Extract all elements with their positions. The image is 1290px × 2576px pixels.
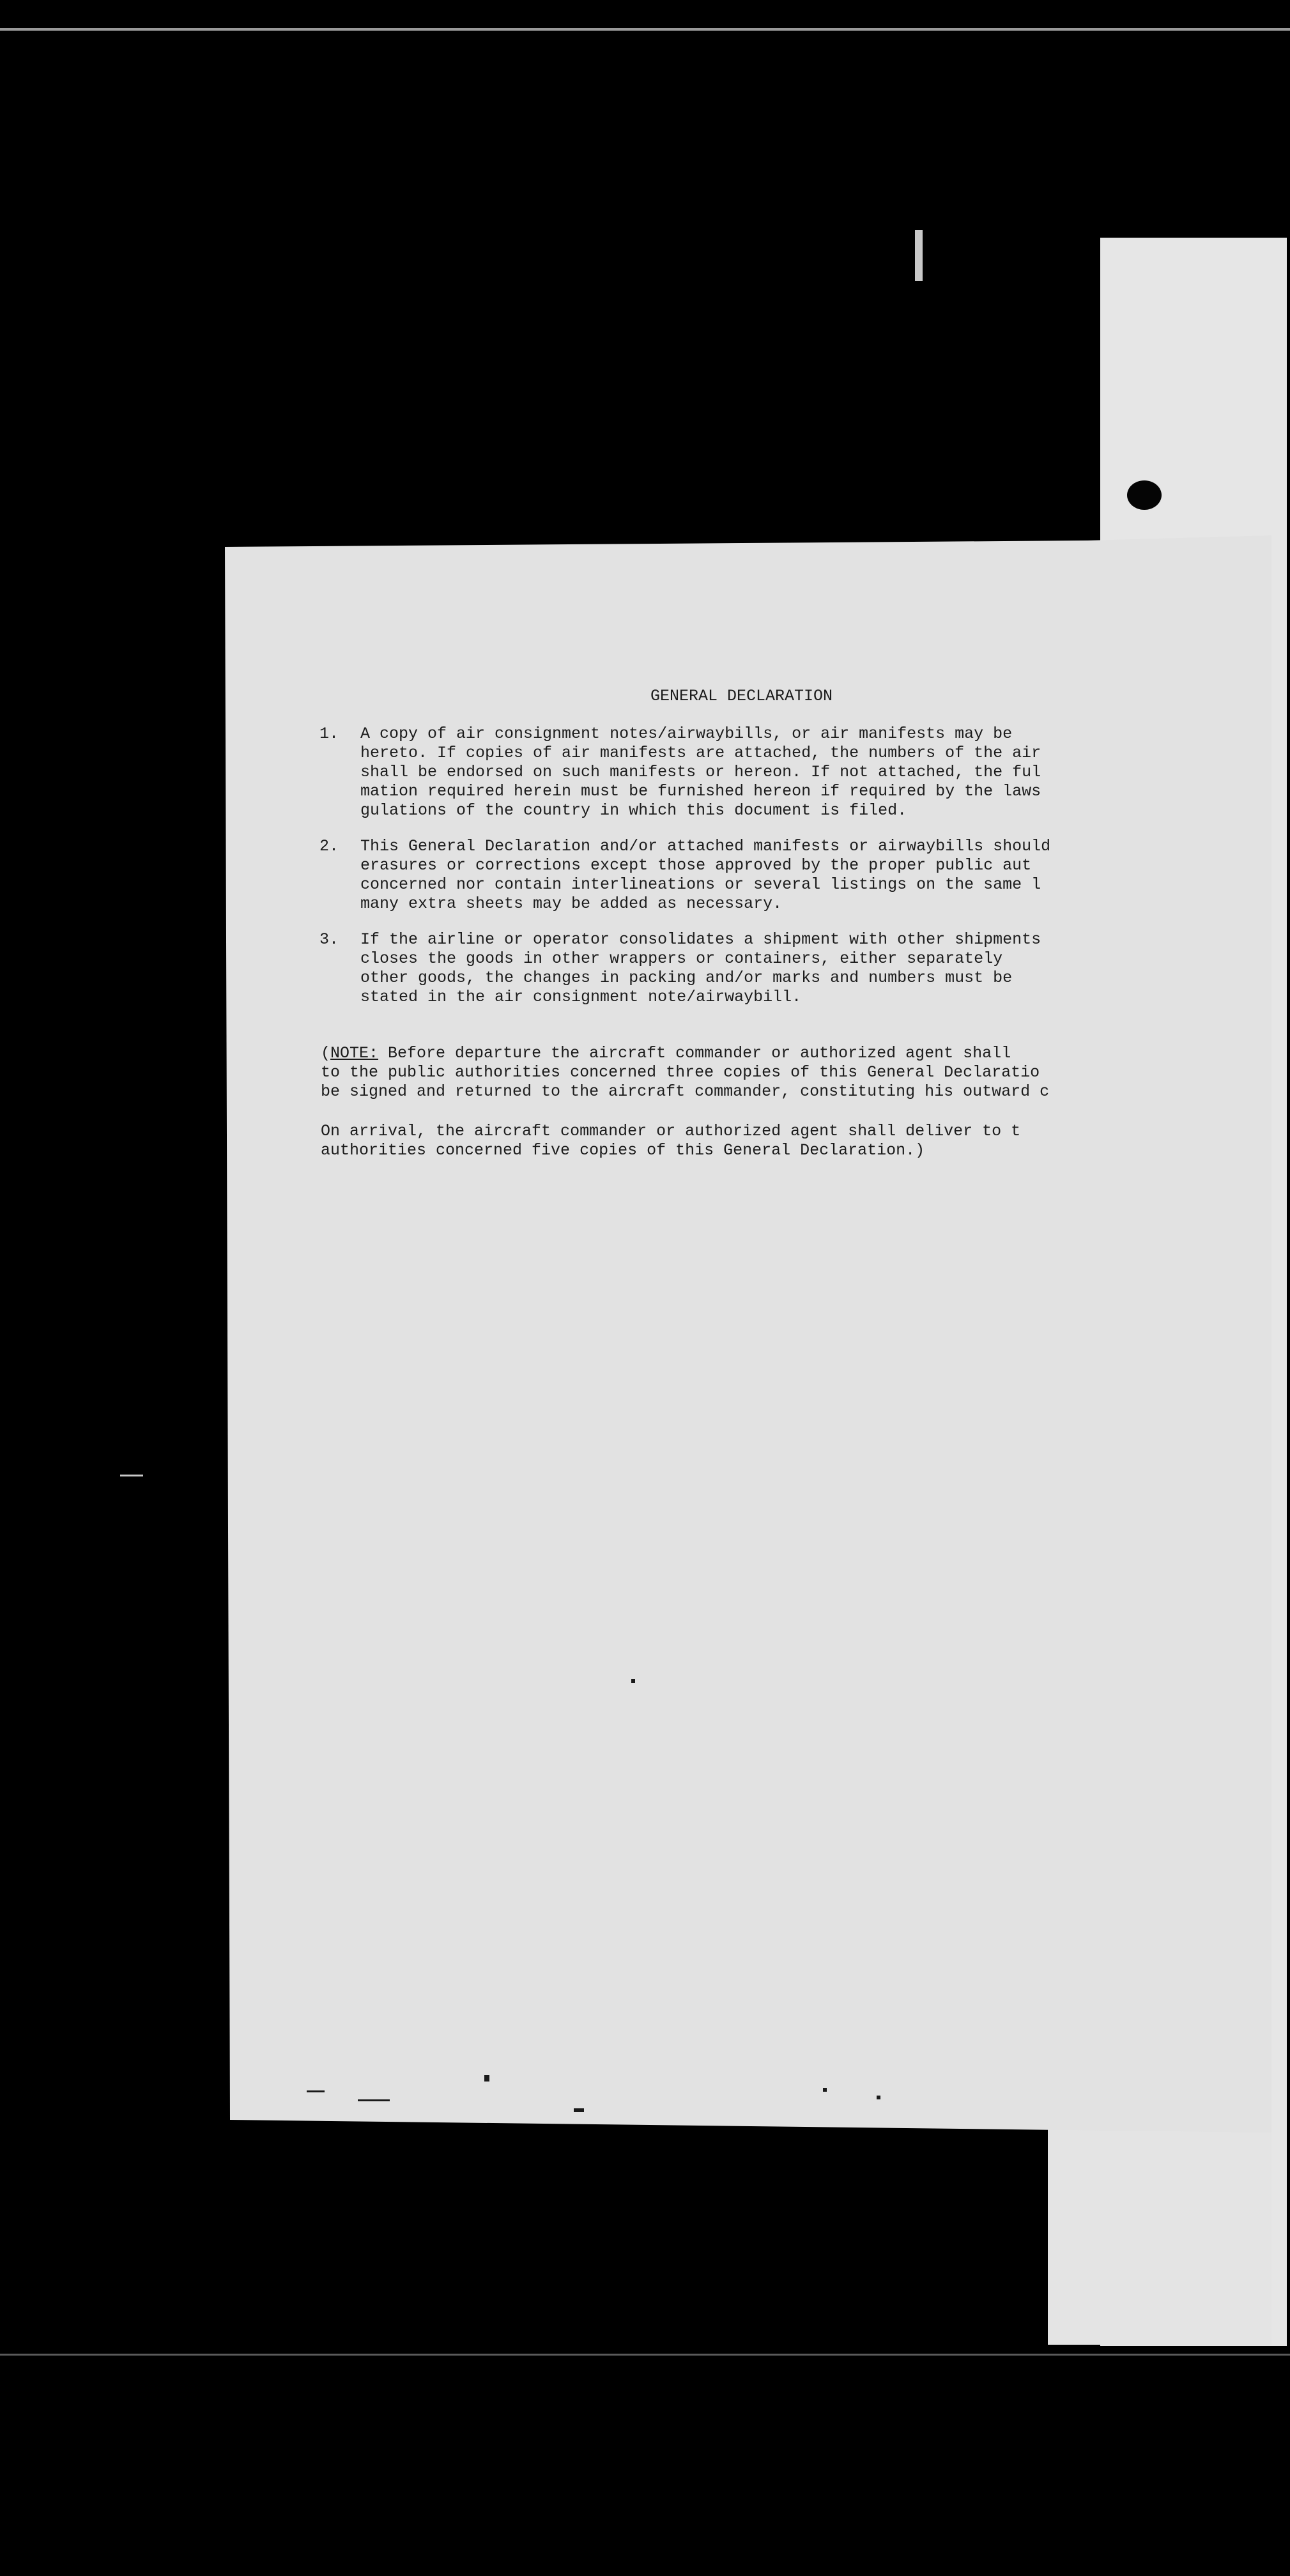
scan-mark [358, 2099, 390, 2101]
scan-edge-top [0, 28, 1290, 31]
item-line: stated in the air consignment note/airwaybill. [360, 988, 802, 1006]
punch-hole [1127, 480, 1162, 510]
document-title: GENERAL DECLARATION [650, 687, 833, 705]
scan-mark [631, 1679, 635, 1683]
scan-mark [823, 2088, 827, 2092]
item-line: concerned nor contain interlineations or several listings on the same l [360, 875, 1041, 894]
arrival-line: On arrival, the aircraft commander or authorized agent shall deliver to t [321, 1122, 1021, 1140]
item-line: If the airline or operator consolidates a shipment with other shipments [360, 930, 1041, 949]
item-number: 1. [319, 724, 339, 743]
note-line: to the public authorities concerned three copies of this General Declaratio [321, 1063, 1040, 1082]
item-line: shall be endorsed on such manifests or hereon. If not attached, the ful [360, 763, 1041, 781]
arrival-line: authorities concerned five copies of this General Declaration.) [321, 1141, 925, 1160]
item-line: closes the goods in other wrappers or containers, either separately [360, 949, 1003, 968]
item-line: gulations of the country in which this document is filed. [360, 801, 907, 820]
note-line: be signed and returned to the aircraft commander, constituting his outward c [321, 1082, 1050, 1101]
item-line: other goods, the changes in packing and/or marks and numbers must be [360, 969, 1013, 987]
scan-mark [915, 230, 923, 281]
scan-mark [877, 2096, 880, 2099]
scan-mark [307, 2090, 325, 2092]
back-sheet-lower [1048, 2128, 1271, 2345]
note-text: Before departure the aircraft commander or authorized agent shall [378, 1044, 1011, 1062]
item-line: This General Declaration and/or attached manifests or airwaybills should [360, 837, 1051, 855]
item-number: 3. [319, 930, 339, 949]
scan-mark [574, 2108, 584, 2112]
item-line: hereto. If copies of air manifests are attached, the numbers of the air [360, 744, 1041, 762]
item-line: many extra sheets may be added as necessary. [360, 894, 783, 913]
scan-edge-bottom [0, 2354, 1290, 2356]
scan-mark [120, 1475, 143, 1476]
item-number: 2. [319, 837, 339, 855]
item-line: A copy of air consignment notes/airwaybills, or air manifests may be [360, 724, 1013, 743]
note-open-paren: ( [321, 1044, 331, 1062]
item-line: mation required herein must be furnished hereon if required by the laws [360, 782, 1041, 801]
note-label: NOTE: [330, 1044, 379, 1062]
scan-mark [484, 2075, 489, 2082]
note-first-line [321, 1044, 1093, 1063]
item-line: erasures or corrections except those approved by the proper public aut [360, 856, 1032, 875]
